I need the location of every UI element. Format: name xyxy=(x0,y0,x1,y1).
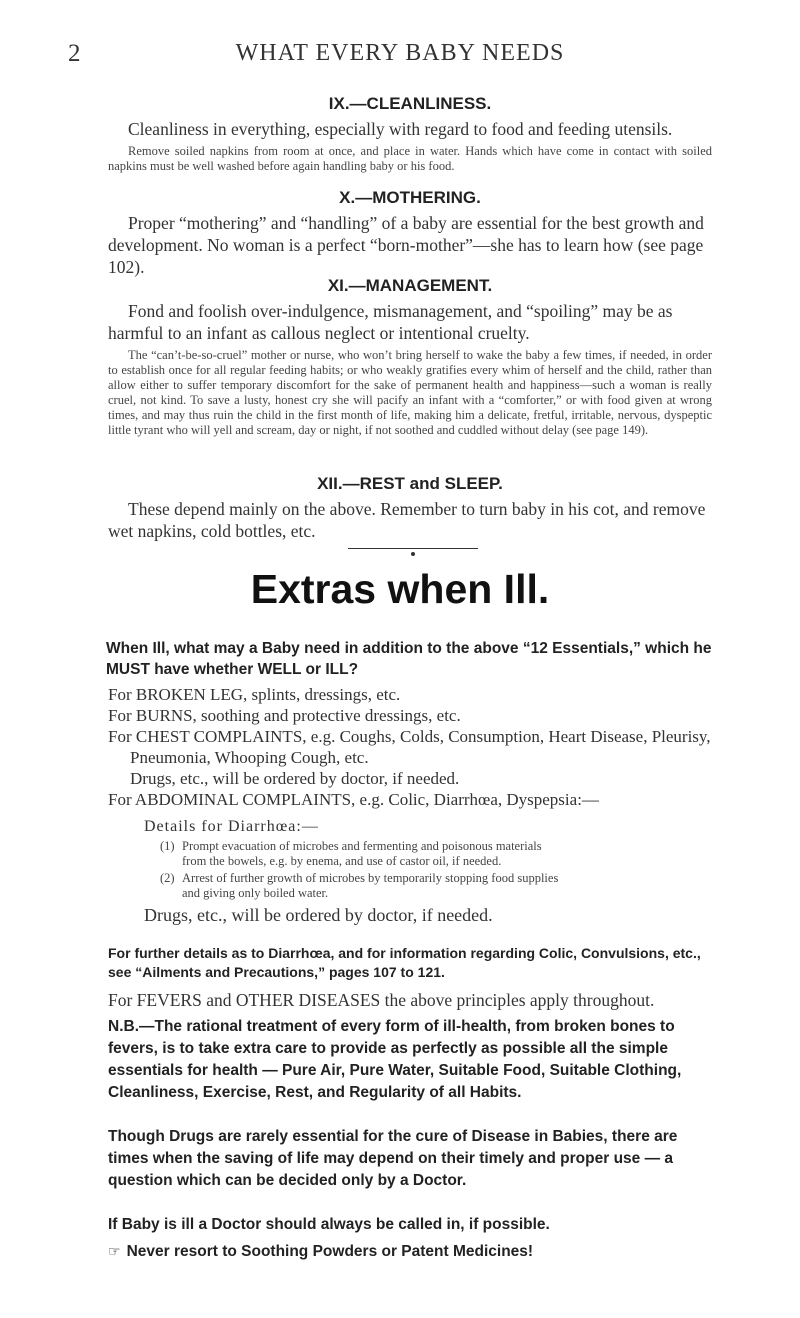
running-title: WHAT EVERY BABY NEEDS xyxy=(235,40,565,66)
list-item: Drugs, etc., will be ordered by doctor, if needed. xyxy=(130,769,460,788)
detail-number: (2) xyxy=(160,871,175,885)
detail-item xyxy=(160,871,718,901)
section-lead: Proper “mothering” and “handling” of a baby are essential for the best growth and development. No woman is a perfect “born-mother”—she has to learn how (see page 102). xyxy=(108,213,704,277)
detail-text-cont: from the bowels, e.g. by enema, and use of castor oil, if needed. xyxy=(182,854,502,868)
if-ill-note: If Baby is ill a Doctor should always be called in, if possible. xyxy=(108,1216,550,1233)
section-heading: XII.—REST and SLEEP. xyxy=(317,474,503,493)
further-details: For further details as to Diarrhœa, and for information regarding Colic, Convulsions, etc., see “Ailments and Precautions,” pages 107 to 121. xyxy=(108,945,701,980)
divider-dot xyxy=(411,552,415,556)
divider-rule xyxy=(348,548,478,549)
never-note xyxy=(108,1240,718,1263)
drugs-rare-note: Though Drugs are rarely essential for the cure of Disease in Babies, there are times when the saving of life may depend on their timely and proper use — a question which can be decided only by a Doctor. xyxy=(108,1128,678,1189)
detail-text-cont: and giving only boiled water. xyxy=(182,886,329,900)
section-lead: Cleanliness in everything, especially with regard to food and feeding utensils. xyxy=(128,119,673,139)
pointing-hand-icon: ☞ xyxy=(108,1243,121,1259)
detail-item xyxy=(160,839,718,869)
fevers-note: For FEVERS and OTHER DISEASES the above principles apply throughout. xyxy=(108,990,655,1010)
drugs-note: Drugs, etc., will be ordered by doctor, if needed. xyxy=(144,905,493,925)
never-text: Never resort to Soothing Powders or Patent Medicines! xyxy=(126,1243,534,1260)
section-note: The “can’t-be-so-cruel” mother or nurse, who won’t bring herself to wake the baby a few times, if needed, in order to establish once for all regular feeding habits; or who weakly gratifies every whim of herself and the child, rather than allow either to suffer temporary discomfort for the sake of permanent health and happiness—such a woman is really cruel, not kind. To save a lusty, honest cry she will pacify an infant with a “comforter,” or with food given at wrong times, and may thus ruin the child in the first month of life, making him a delicate, fretful, irritable, nervous, dyspeptic little tyrant who will yell and scream, day or night, if not soothed and cuddled without delay (see page 149). xyxy=(108,348,712,437)
extras-intro: When Ill, what may a Baby need in addition to the above “12 Essentials,” which he MUST have whether WELL or ILL? xyxy=(106,640,712,678)
detail-number: (1) xyxy=(160,839,175,853)
nb-note: N.B.—The rational treatment of every form of ill-health, from broken bones to fevers, is to take extra care to provide as perfectly as possible all the simple essentials for health — Pure Air, Pure Water, Suitable Food, Suitable Clothing, Cleanliness, Exercise, Rest, and Regularity of all Habits. xyxy=(108,1018,682,1101)
list-item: For ABDOMINAL COMPLAINTS, e.g. Colic, Diarrhœa, Dyspepsia:— xyxy=(108,790,599,809)
section-mothering xyxy=(108,188,712,278)
section-rest-sleep xyxy=(108,474,712,542)
section-management xyxy=(108,276,712,438)
details-heading: Details for Diarrhœa:— xyxy=(144,818,319,835)
list-item: For CHEST COMPLAINTS, e.g. Coughs, Colds, Consumption, Heart Disease, Pleurisy, Pneumonia, Whooping Cough, etc. xyxy=(108,727,711,767)
list-item: For BURNS, soothing and protective dressings, etc. xyxy=(108,706,461,725)
section-heading: XI.—MANAGEMENT. xyxy=(327,276,493,295)
section-heading: IX.—CLEANLINESS. xyxy=(328,94,492,113)
list-item: For BROKEN LEG, splints, dressings, etc. xyxy=(108,685,401,704)
extras-title: Extras when Ill. xyxy=(250,566,550,612)
running-header xyxy=(0,40,800,80)
detail-text: Prompt evacuation of microbes and fermenting and poisonous materials xyxy=(182,839,542,853)
extras-list xyxy=(108,684,718,926)
section-lead: These depend mainly on the above. Remember to turn baby in his cot, and remove wet napkins, cold bottles, etc. xyxy=(108,499,706,541)
detail-text: Arrest of further growth of microbes by temporarily stopping food supplies xyxy=(182,871,559,885)
section-lead: Fond and foolish over-indulgence, mismanagement, and “spoiling” may be as harmful to an infant as callous neglect or intentional cruelty. xyxy=(108,301,673,343)
section-note: Remove soiled napkins from room at once, and place in water. Hands which have come in contact with soiled napkins must be well washed before again handling baby or his food. xyxy=(108,144,712,173)
section-heading: X.—MOTHERING. xyxy=(339,188,481,207)
page-number: 2 xyxy=(68,40,81,67)
section-cleanliness xyxy=(108,94,712,174)
